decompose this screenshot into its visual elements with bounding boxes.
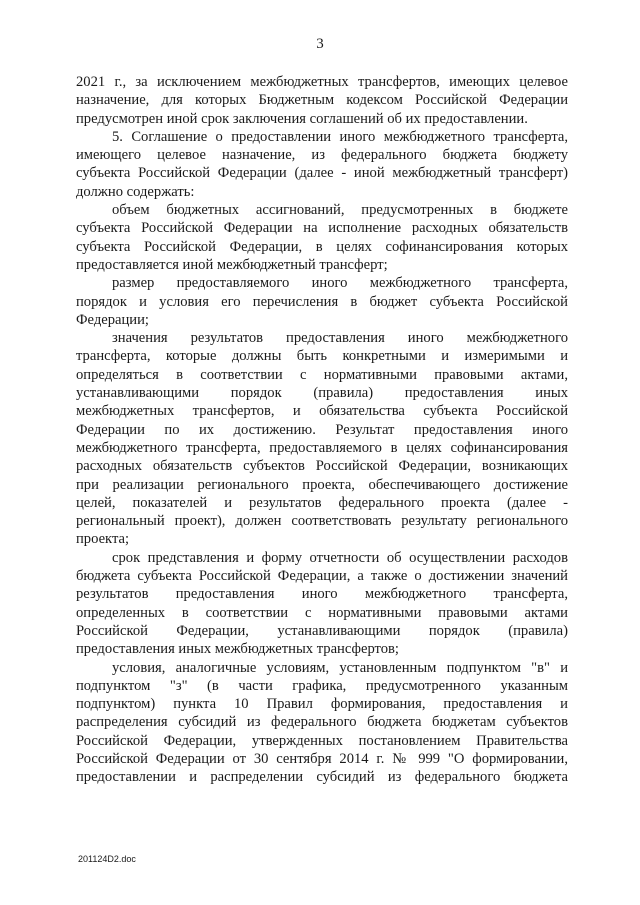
document-body [76,73,568,787]
text-line: Федерации; [76,311,149,328]
text-line: назначение, для которых Бюджетным кодексом Российской Федерации [76,92,568,109]
text-line: 5. Соглашение о предоставлении иного межбюджетного трансферта, [112,128,568,145]
text-line: определяться в соответствии с нормативными правовыми актами, [76,366,568,383]
text-line: должно содержать: [76,183,195,200]
text-line: порядок и условия его перечисления в бюджет субъекта Российской [76,293,568,310]
text-line: срок представления и форму отчетности об осуществлении расходов [112,549,568,566]
text-line: проекта; [76,531,130,548]
file-name-footer: 201124D2.doc [78,854,136,864]
text-line: Российской Федерации, устанавливающими порядок (правила) [76,622,568,639]
text-line: объем бюджетных ассигнований, предусмотренных в бюджете [112,202,568,219]
text-line: предоставления иных межбюджетных трансфертов; [76,641,399,658]
text-line: субъекта Российской Федерации, в целях софинансирования которых [76,238,568,255]
text-line: бюджета субъекта Российской Федерации, а также о достижении значений [76,568,568,585]
text-line: Российской Федерации, утвержденных постановлением Правительства [76,732,568,749]
text-line: результатов предоставления иного межбюджетного трансферта, [76,586,568,603]
text-line: размер предоставляемого иного межбюджетного трансферта, [112,275,568,292]
text-line: имеющего целевое назначение, из федерального бюджета бюджету [76,147,568,164]
text-line: целей, показателей и результатов федерального проекта (далее - [76,494,568,511]
text-line: Российской Федерации от 30 сентября 2014 г. № 999 "О формировании, [76,750,568,767]
text-line: трансферта, которые должны быть конкретными и измеримыми и [76,348,568,365]
text-line: предоставлении и распределении субсидий из федерального бюджета [76,769,568,786]
text-line: расходных обязательств субъектов Российской Федерации, возникающих [76,458,568,475]
text-line: подпунктом) пункта 10 Правил формирования, предоставления и [76,696,568,713]
text-line: Федерации по их достижению. Результат предоставления иного [76,421,568,438]
text-line: предоставляется иной межбюджетный трансферт; [76,256,388,273]
text-line: значения результатов предоставления иного межбюджетного [112,330,568,347]
text-line: субъекта Российской Федерации на исполнение расходных обязательств [76,220,568,237]
text-line: 2021 г., за исключением межбюджетных трансфертов, имеющих целевое [76,74,568,90]
text-line: межбюджетного трансферта, предоставляемого в целях софинансирования [76,439,568,456]
page-number: 3 [316,36,324,52]
text-line: распределения субсидий из федерального бюджета бюджетам субъектов [76,714,568,731]
text-line: при реализации регионального проекта, обеспечивающего достижение [76,476,568,493]
text-line: субъекта Российской Федерации (далее - иной межбюджетный трансферт) [76,165,568,182]
text-line: межбюджетных трансфертов, и обязательства субъекта Российской [76,403,568,420]
text-line: подпунктом "з" (в части графика, предусмотренного указанным [76,677,568,694]
text-line: предусмотрен иной срок заключения соглашений об их предоставлении. [76,110,528,127]
text-line: устанавливающими порядок (правила) предоставления иных [76,385,568,402]
text-line: условия, аналогичные условиям, установленным подпунктом "в" и [112,659,568,676]
text-line: определенных в соответствии с нормативными правовыми актами [76,604,568,621]
text-line: региональный проект), должен соответствовать результату регионального [76,513,568,530]
